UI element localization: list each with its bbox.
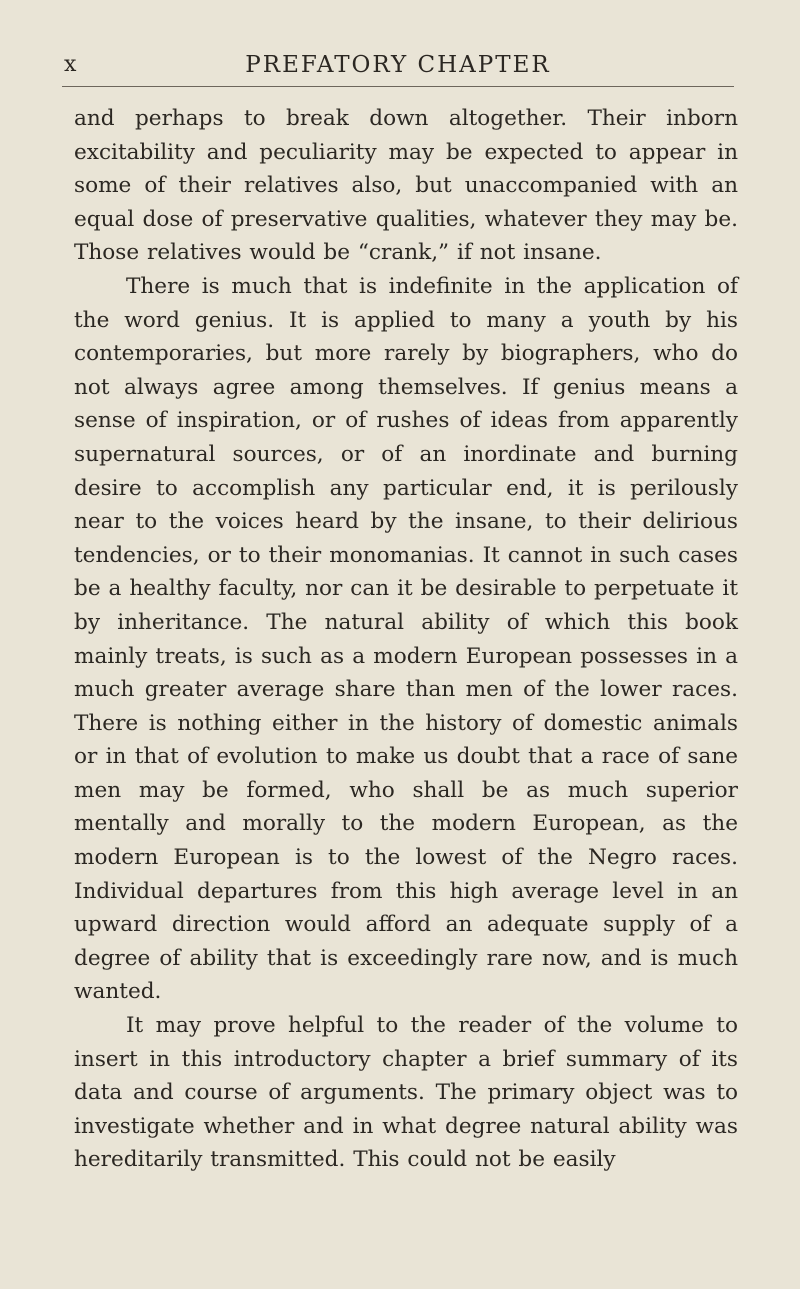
page-number: x xyxy=(64,52,78,77)
running-head xyxy=(56,52,740,82)
body-text xyxy=(74,102,738,1177)
header-rule xyxy=(62,86,734,87)
paragraph-3: It may prove helpful to the reader of the volume to insert in this introductory chapter a brief summary of its data and course of arguments. The primary object was to investigate whether and in what degree natural ability was hereditarily transmitted. This could not be easily xyxy=(74,1013,738,1173)
paragraph-1: and perhaps to break down altogether. Their inborn excitability and peculiarity may be expected to appear in some of their relatives also, but unaccompanied with an equal dose of preservative qualities, whatever they may be. Those relatives would be “crank,” if not insane. xyxy=(74,106,738,266)
paragraph-2: There is much that is indefinite in the application of the word genius. It is applied to many a youth by his contemporaries, but more rarely by biographers, who do not always agree among themselves. If genius means a sense of inspiration, or of rushes of ideas from apparently supernatural sources, or of an inordinate and burning desire to accomplish any particular end, it is perilously near to the voices heard by the insane, to their delirious tendencies, or to their monomanias. It cannot in such cases be a healthy faculty, nor can it be desirable to perpetuate it by inheritance. The natural ability of which this book mainly treats, is such as a modern European possesses in a much greater average share than men of the lower races. There is nothing either in the history of domestic animals or in that of evolution to make us doubt that a race of sane men may be formed, who shall be as much superior mentally and morally to the modern European, as the modern European is to the lowest of the Negro races. Individual departures from this high average level in an upward direction would afford an adequate supply of a degree of ability that is exceedingly rare now, and is much wanted. xyxy=(74,273,738,1005)
chapter-title: PREFATORY CHAPTER xyxy=(245,52,551,78)
